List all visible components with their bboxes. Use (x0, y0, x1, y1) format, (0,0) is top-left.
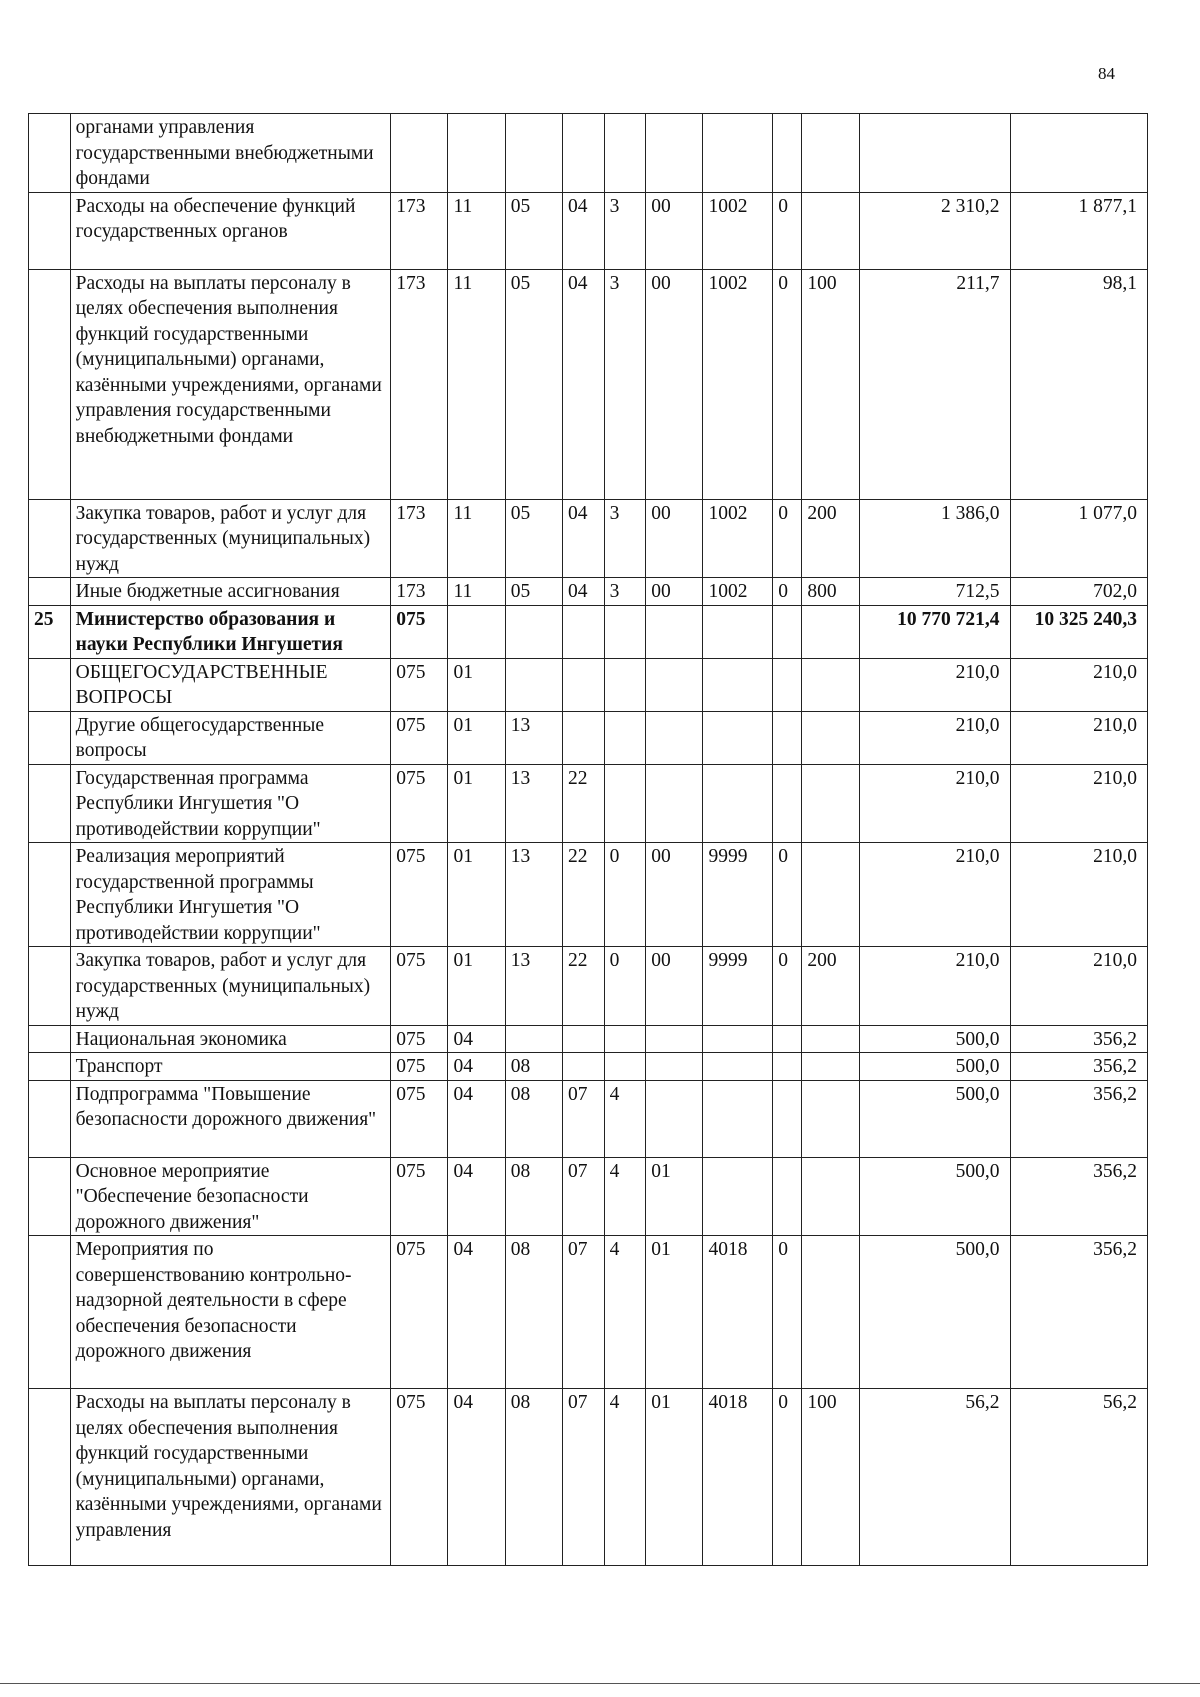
row-number (29, 947, 71, 1026)
code-expense-type (802, 1025, 859, 1053)
amount-planned: 500,0 (859, 1080, 1010, 1157)
code-subprogram (604, 711, 646, 764)
row-name: Государственная программа Республики Ингушетия "О противодействии коррупции" (70, 764, 391, 843)
code-program: 07 (562, 1080, 604, 1157)
code-ministry: 075 (391, 764, 448, 843)
code-ministry (391, 114, 448, 193)
code-extra (773, 1157, 802, 1236)
row-number (29, 843, 71, 947)
amount-executed: 210,0 (1010, 764, 1147, 843)
code-ministry: 173 (391, 578, 448, 606)
code-event (646, 114, 703, 193)
code-direction (703, 114, 773, 193)
code-section: 01 (448, 947, 505, 1026)
code-subsection: 13 (505, 711, 562, 764)
code-subsection: 13 (505, 764, 562, 843)
code-ministry: 075 (391, 711, 448, 764)
code-expense-type (802, 1157, 859, 1236)
amount-executed: 56,2 (1010, 1389, 1147, 1566)
code-subprogram (604, 1025, 646, 1053)
code-extra: 0 (773, 578, 802, 606)
amount-planned: 210,0 (859, 764, 1010, 843)
code-subsection: 08 (505, 1157, 562, 1236)
code-subprogram (604, 605, 646, 658)
code-subprogram: 3 (604, 269, 646, 499)
table-row (29, 1025, 1148, 1053)
code-subprogram: 3 (604, 192, 646, 269)
code-subsection: 08 (505, 1053, 562, 1081)
code-event: 00 (646, 578, 703, 606)
code-program: 22 (562, 764, 604, 843)
code-event: 01 (646, 1389, 703, 1566)
amount-planned: 500,0 (859, 1157, 1010, 1236)
row-name: Основное мероприятие "Обеспечение безопасности дорожного движения" (70, 1157, 391, 1236)
table-row (29, 499, 1148, 578)
amount-executed: 210,0 (1010, 947, 1147, 1026)
row-name: Расходы на обеспечение функций государственных органов (70, 192, 391, 269)
code-section: 11 (448, 192, 505, 269)
amount-executed: 1 877,1 (1010, 192, 1147, 269)
code-section: 11 (448, 578, 505, 606)
row-name: Другие общегосударственные вопросы (70, 711, 391, 764)
table-row (29, 843, 1148, 947)
row-number (29, 1157, 71, 1236)
code-expense-type (802, 1053, 859, 1081)
row-number (29, 269, 71, 499)
code-direction: 4018 (703, 1236, 773, 1389)
amount-executed: 356,2 (1010, 1080, 1147, 1157)
code-subprogram: 0 (604, 947, 646, 1026)
code-section: 04 (448, 1053, 505, 1081)
table-row (29, 1389, 1148, 1566)
table-row (29, 192, 1148, 269)
code-direction: 9999 (703, 947, 773, 1026)
row-number (29, 1236, 71, 1389)
row-number: 25 (29, 605, 71, 658)
code-direction (703, 711, 773, 764)
code-ministry: 075 (391, 1157, 448, 1236)
code-program: 04 (562, 269, 604, 499)
code-extra (773, 114, 802, 193)
amount-planned: 2 310,2 (859, 192, 1010, 269)
code-event: 01 (646, 1157, 703, 1236)
row-name: ОБЩЕГОСУДАРСТВЕННЫЕ ВОПРОСЫ (70, 658, 391, 711)
code-event: 00 (646, 192, 703, 269)
table-row (29, 1053, 1148, 1081)
code-expense-type: 200 (802, 499, 859, 578)
code-ministry: 075 (391, 947, 448, 1026)
code-extra: 0 (773, 947, 802, 1026)
row-number (29, 658, 71, 711)
amount-executed: 210,0 (1010, 658, 1147, 711)
code-direction (703, 605, 773, 658)
code-section: 04 (448, 1025, 505, 1053)
code-section: 01 (448, 658, 505, 711)
code-direction: 4018 (703, 1389, 773, 1566)
code-extra (773, 605, 802, 658)
code-subprogram (604, 658, 646, 711)
row-name: Расходы на выплаты персоналу в целях обеспечения выполнения функций государственными (муниципальными) органами, казёнными учреждениями, органами управления (70, 1389, 391, 1566)
code-section: 01 (448, 711, 505, 764)
code-event (646, 711, 703, 764)
amount-executed: 702,0 (1010, 578, 1147, 606)
amount-planned: 1 386,0 (859, 499, 1010, 578)
code-subprogram (604, 1053, 646, 1081)
table-row (29, 269, 1148, 499)
code-expense-type (802, 711, 859, 764)
row-name: Закупка товаров, работ и услуг для государственных (муниципальных) нужд (70, 499, 391, 578)
code-subsection: 05 (505, 578, 562, 606)
code-extra (773, 1053, 802, 1081)
code-expense-type (802, 192, 859, 269)
code-event (646, 1053, 703, 1081)
row-number (29, 764, 71, 843)
code-event (646, 1025, 703, 1053)
row-number (29, 114, 71, 193)
row-name: Транспорт (70, 1053, 391, 1081)
code-program (562, 658, 604, 711)
code-section: 04 (448, 1236, 505, 1389)
code-direction (703, 1053, 773, 1081)
code-extra: 0 (773, 269, 802, 499)
amount-executed: 10 325 240,3 (1010, 605, 1147, 658)
row-name: Министерство образования и науки Республики Ингушетия (70, 605, 391, 658)
row-number (29, 192, 71, 269)
code-ministry: 075 (391, 1389, 448, 1566)
code-event (646, 764, 703, 843)
code-ministry: 173 (391, 269, 448, 499)
amount-executed: 98,1 (1010, 269, 1147, 499)
code-subprogram (604, 764, 646, 843)
row-name: Мероприятия по совершенствованию контрольно-надзорной деятельности в сфере обеспечения безопасности дорожного движения (70, 1236, 391, 1389)
code-program: 22 (562, 843, 604, 947)
table-body (29, 114, 1148, 1566)
amount-planned: 210,0 (859, 658, 1010, 711)
code-section: 01 (448, 843, 505, 947)
code-subsection (505, 114, 562, 193)
code-ministry: 075 (391, 1025, 448, 1053)
code-program: 04 (562, 578, 604, 606)
table-row (29, 1080, 1148, 1157)
code-subsection: 13 (505, 843, 562, 947)
code-program: 07 (562, 1157, 604, 1236)
code-extra: 0 (773, 499, 802, 578)
code-section: 04 (448, 1157, 505, 1236)
code-expense-type: 800 (802, 578, 859, 606)
code-subsection: 05 (505, 499, 562, 578)
amount-planned: 210,0 (859, 947, 1010, 1026)
code-subprogram: 3 (604, 499, 646, 578)
code-extra: 0 (773, 192, 802, 269)
code-subprogram: 4 (604, 1157, 646, 1236)
code-subprogram: 4 (604, 1389, 646, 1566)
code-section (448, 605, 505, 658)
code-program: 04 (562, 499, 604, 578)
row-number (29, 1080, 71, 1157)
row-name: Закупка товаров, работ и услуг для государственных (муниципальных) нужд (70, 947, 391, 1026)
code-section: 04 (448, 1080, 505, 1157)
code-direction: 1002 (703, 269, 773, 499)
code-subprogram: 0 (604, 843, 646, 947)
code-event: 00 (646, 499, 703, 578)
amount-planned: 210,0 (859, 843, 1010, 947)
amount-planned: 712,5 (859, 578, 1010, 606)
code-program: 07 (562, 1389, 604, 1566)
amount-planned: 56,2 (859, 1389, 1010, 1566)
code-ministry: 075 (391, 1053, 448, 1081)
budget-table (28, 113, 1148, 1566)
amount-planned (859, 114, 1010, 193)
code-subprogram (604, 114, 646, 193)
code-direction (703, 658, 773, 711)
table-row (29, 605, 1148, 658)
code-program (562, 114, 604, 193)
code-subsection: 08 (505, 1389, 562, 1566)
row-name: Реализация мероприятий государственной программы Республики Ингушетия "О противодействии коррупции" (70, 843, 391, 947)
row-number (29, 1053, 71, 1081)
code-direction (703, 1080, 773, 1157)
code-subsection: 08 (505, 1080, 562, 1157)
code-ministry: 173 (391, 192, 448, 269)
code-ministry: 075 (391, 658, 448, 711)
code-program: 07 (562, 1236, 604, 1389)
row-number (29, 711, 71, 764)
code-ministry: 075 (391, 1236, 448, 1389)
row-name: Подпрограмма "Повышение безопасности дорожного движения" (70, 1080, 391, 1157)
code-direction: 1002 (703, 192, 773, 269)
code-expense-type (802, 764, 859, 843)
code-direction: 1002 (703, 578, 773, 606)
code-expense-type (802, 1080, 859, 1157)
code-direction: 1002 (703, 499, 773, 578)
amount-executed: 356,2 (1010, 1157, 1147, 1236)
row-name: органами управления государственными внебюджетными фондами (70, 114, 391, 193)
code-expense-type: 200 (802, 947, 859, 1026)
table-row (29, 711, 1148, 764)
code-event: 00 (646, 947, 703, 1026)
code-expense-type: 100 (802, 269, 859, 499)
code-subsection (505, 658, 562, 711)
code-program: 22 (562, 947, 604, 1026)
code-ministry: 173 (391, 499, 448, 578)
amount-planned: 500,0 (859, 1236, 1010, 1389)
code-ministry: 075 (391, 1080, 448, 1157)
code-subsection: 05 (505, 269, 562, 499)
row-number (29, 499, 71, 578)
table-row (29, 114, 1148, 193)
code-expense-type (802, 843, 859, 947)
code-program: 04 (562, 192, 604, 269)
table-row (29, 1157, 1148, 1236)
code-section: 11 (448, 269, 505, 499)
table-row (29, 947, 1148, 1026)
row-name: Иные бюджетные ассигнования (70, 578, 391, 606)
code-ministry: 075 (391, 843, 448, 947)
row-number (29, 578, 71, 606)
code-expense-type (802, 1236, 859, 1389)
code-direction (703, 1025, 773, 1053)
code-direction (703, 764, 773, 843)
code-event: 01 (646, 1236, 703, 1389)
table-row (29, 578, 1148, 606)
code-expense-type (802, 114, 859, 193)
code-event (646, 658, 703, 711)
code-section: 01 (448, 764, 505, 843)
code-event: 00 (646, 843, 703, 947)
code-program (562, 1025, 604, 1053)
table-row (29, 658, 1148, 711)
table-row (29, 1236, 1148, 1389)
code-subprogram: 3 (604, 578, 646, 606)
code-subsection: 05 (505, 192, 562, 269)
amount-executed: 356,2 (1010, 1025, 1147, 1053)
code-extra: 0 (773, 1389, 802, 1566)
amount-executed (1010, 114, 1147, 193)
code-event: 00 (646, 269, 703, 499)
amount-executed: 210,0 (1010, 843, 1147, 947)
code-section: 11 (448, 499, 505, 578)
code-event (646, 605, 703, 658)
row-number (29, 1025, 71, 1053)
code-extra (773, 1025, 802, 1053)
table-row (29, 764, 1148, 843)
code-subsection: 08 (505, 1236, 562, 1389)
amount-executed: 356,2 (1010, 1236, 1147, 1389)
code-program (562, 1053, 604, 1081)
code-extra (773, 764, 802, 843)
row-name: Национальная экономика (70, 1025, 391, 1053)
code-extra (773, 1080, 802, 1157)
code-program (562, 605, 604, 658)
row-number (29, 1389, 71, 1566)
code-subsection (505, 605, 562, 658)
code-extra (773, 711, 802, 764)
row-name: Расходы на выплаты персоналу в целях обеспечения выполнения функций государственными (муниципальными) органами, казёнными учреждениями, органами управления государственными внебюджетными фондами (70, 269, 391, 499)
code-subprogram: 4 (604, 1236, 646, 1389)
amount-executed: 1 077,0 (1010, 499, 1147, 578)
code-subprogram: 4 (604, 1080, 646, 1157)
code-event (646, 1080, 703, 1157)
code-expense-type (802, 605, 859, 658)
code-subsection: 13 (505, 947, 562, 1026)
code-expense-type: 100 (802, 1389, 859, 1566)
amount-planned: 10 770 721,4 (859, 605, 1010, 658)
code-ministry: 075 (391, 605, 448, 658)
code-expense-type (802, 658, 859, 711)
amount-planned: 500,0 (859, 1025, 1010, 1053)
code-program (562, 711, 604, 764)
code-extra (773, 658, 802, 711)
amount-planned: 211,7 (859, 269, 1010, 499)
page-number: 84 (1098, 64, 1115, 83)
code-extra: 0 (773, 1236, 802, 1389)
code-section (448, 114, 505, 193)
bottom-rule (0, 1683, 1200, 1684)
amount-planned: 500,0 (859, 1053, 1010, 1081)
amount-planned: 210,0 (859, 711, 1010, 764)
amount-executed: 210,0 (1010, 711, 1147, 764)
code-section: 04 (448, 1389, 505, 1566)
code-subsection (505, 1025, 562, 1053)
code-direction (703, 1157, 773, 1236)
code-direction: 9999 (703, 843, 773, 947)
amount-executed: 356,2 (1010, 1053, 1147, 1081)
code-extra: 0 (773, 843, 802, 947)
